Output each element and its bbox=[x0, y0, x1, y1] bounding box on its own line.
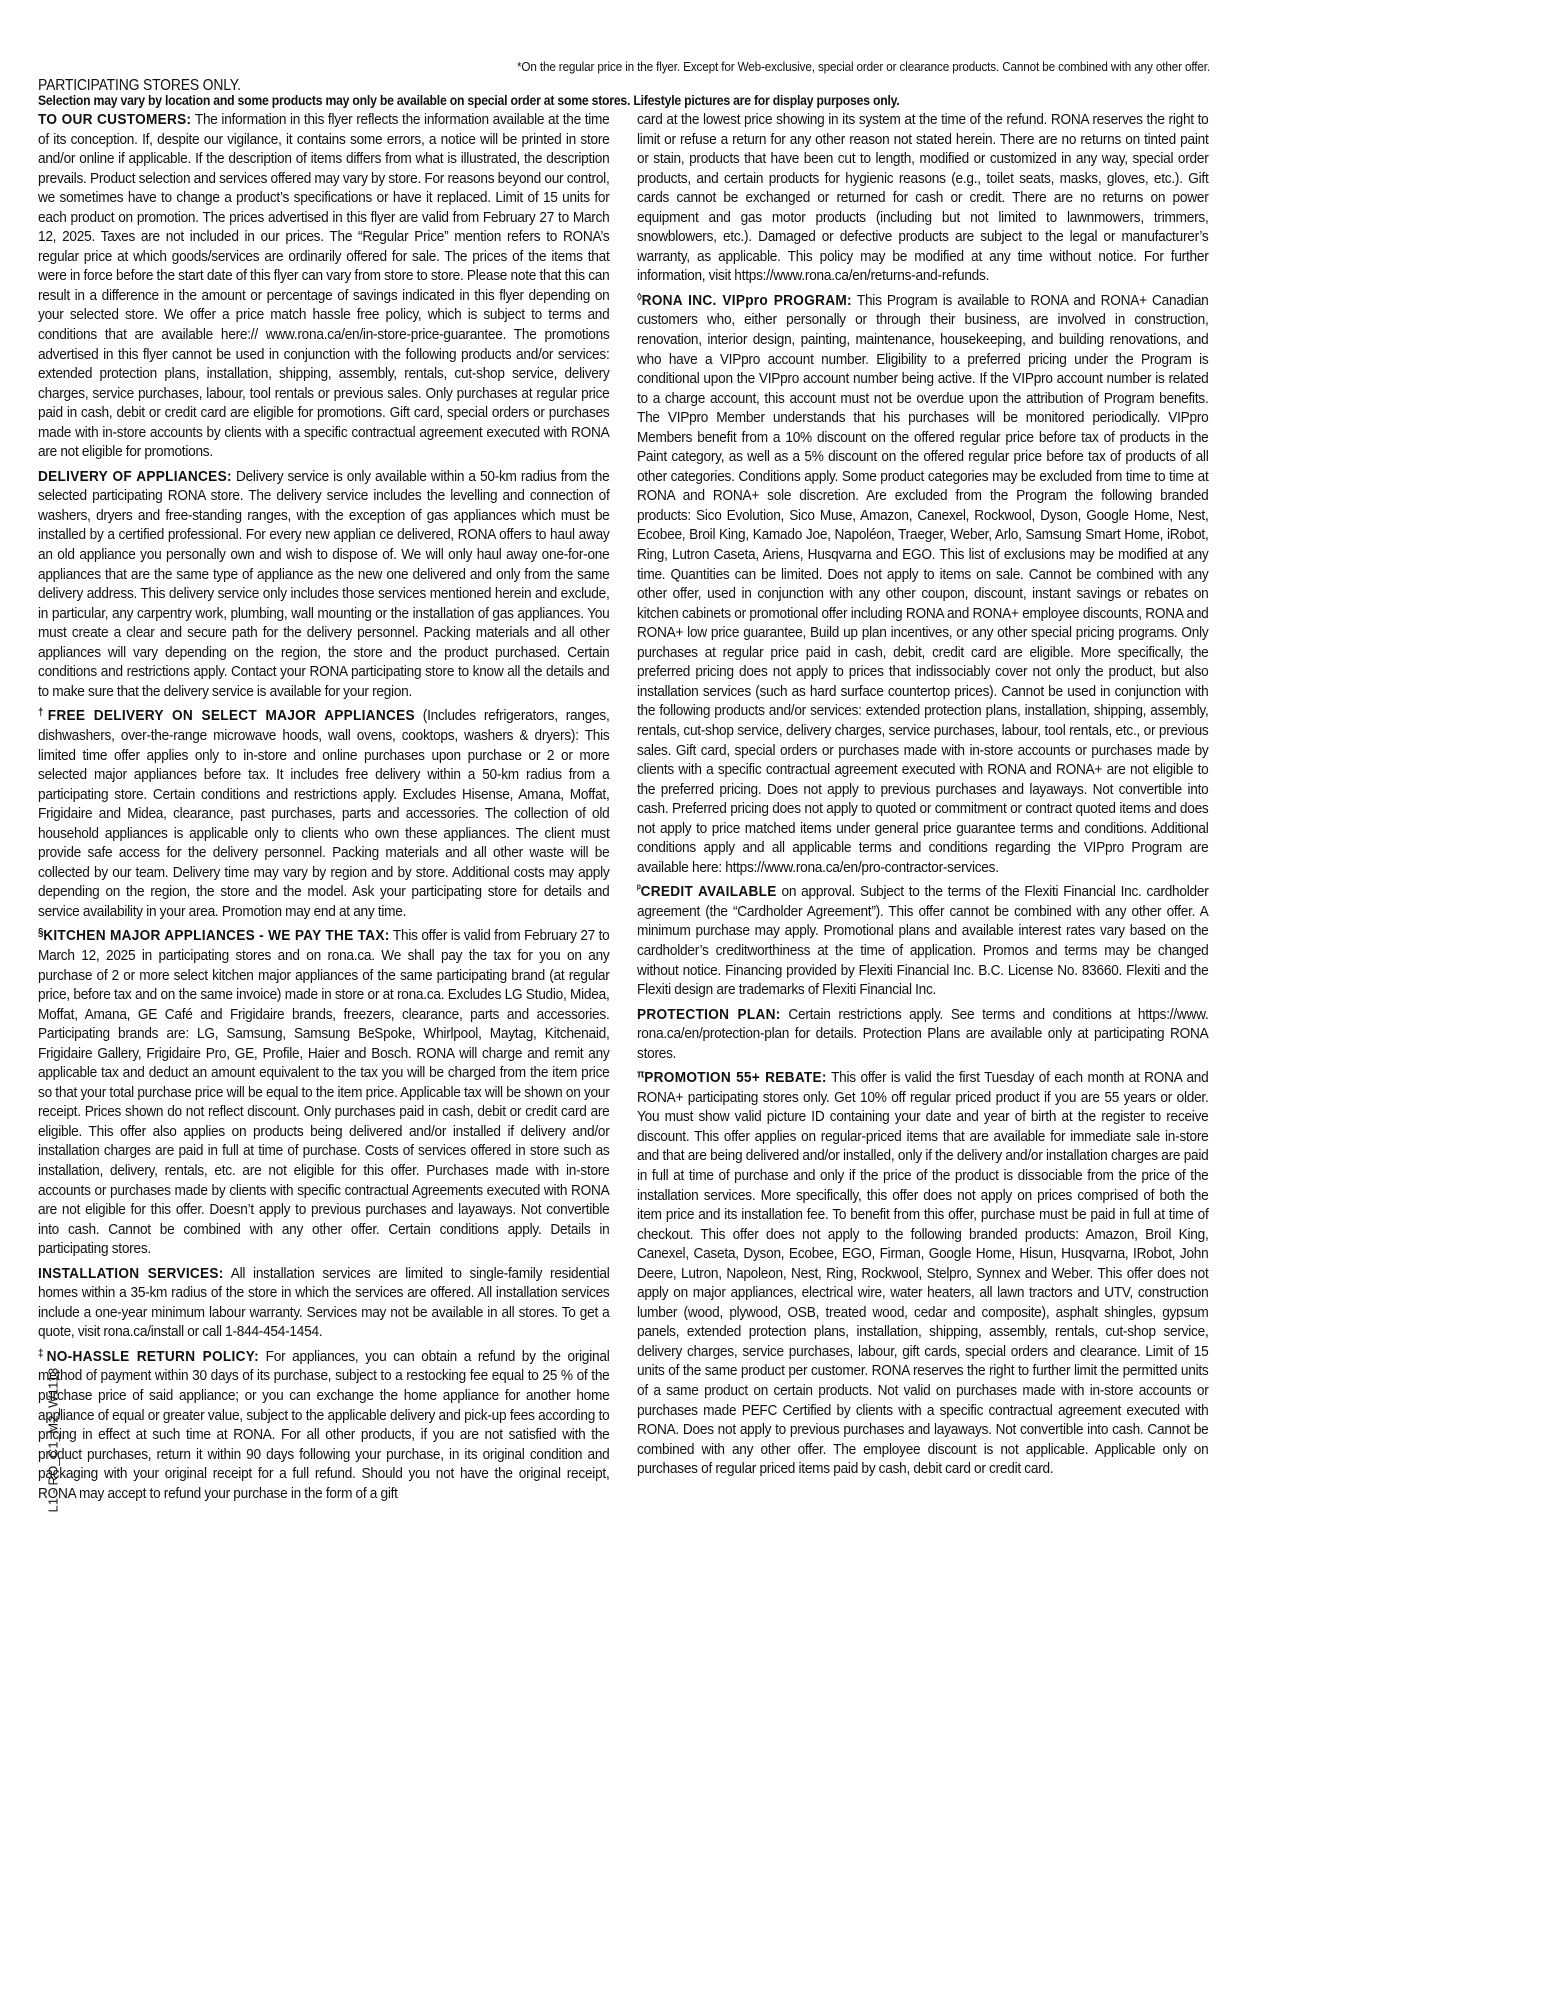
section-body: card at the lowest price showing in its system at the time of the refund. RONA reserves the right to limit or refuse a return for any other reason not stated herein. There are no returns on tinted paint or stain, products that have been cut to length, modified or customized in any way, special order products, and certain products for hygienic reasons (e.g., toilet seats, masks, gloves, etc.). Gift cards cannot be exchanged or returned for cash or credit. There are no returns on power equipment and gas motor products (including but not limited to lawnmowers, trimmers, snowblowers, etc.). Damaged or defective products are subject to the legal or manufacturer’s warranty, as applicable. This policy may be modified at any time without notice. For further information, visit https://www.rona.ca/en/returns-and-refunds. bbox=[636, 111, 1209, 285]
section-marker: ‡ bbox=[38, 1347, 47, 1360]
left-column bbox=[38, 110, 610, 1503]
terms-section bbox=[38, 467, 610, 702]
section-body: All installation services are limited to single-family residential homes within a 35-km radius of the store in which the services are offered. All installation services include a one-year minimum labour warranty. Services may not be available in all stores. To get a quote, visit rona.ca/install or call 1-844-454-1454. bbox=[38, 1264, 610, 1341]
right-column bbox=[637, 110, 1209, 1503]
terms-section bbox=[38, 110, 610, 462]
section-heading: INSTALLATION SERVICES: bbox=[38, 1264, 224, 1282]
participating-stores-heading: PARTICIPATING STORES ONLY. bbox=[38, 77, 241, 94]
terms-section bbox=[637, 1068, 1209, 1478]
section-heading: TO OUR CUSTOMERS: bbox=[38, 111, 192, 128]
section-heading: DELIVERY OF APPLIANCES: bbox=[38, 467, 232, 485]
section-heading: RONA INC. VIPpro PROGRAM: bbox=[641, 291, 852, 309]
section-body: For appliances, you can obtain a refund by the original method of payment within 30 days of its purchase, subject to a restocking fee equal to 25 % of the purchase price of said appliance; or you can exchange the home appliance for another home appliance of equal or greater value, subject to the applicable delivery and pick-up fees according to pricing in effect at such time at RONA. For all other products, if you are not satisfied with the product purchases, return it within 90 days following your purchase, in its original condition and packaging with your original receipt for a full refund. Should you not have the original receipt, RONA may accept to refund your purchase in the form of a gift bbox=[38, 1347, 610, 1502]
section-body: The information in this flyer reflects the information available at the time of its conception. If, despite our vigilance, it contains some errors, a notice will be printed in store and/or online if applicable. If the description of items differs from what is illustrated, the description prevails. Product selection and services offered may vary by store. For reasons beyond our control, we sometimes have to change a product’s specifications or have it replaced. Limit of 15 units for each product on promotion. The prices advertised in this flyer are valid from February 27 to March 12, 2025. Taxes are not included in our prices. The “Regular Price” mention refers to RONA’s regular price at which goods/services are ordinarily offered for sale. The prices of the items that were in force before the start date of this flyer can vary from store to store. Please note that this can result in a difference in the amount or percentage of savings indicated in this flyer depending on your selected store. We offer a price match hassle free policy, which is subject to terms and conditions that are available here:// www.rona.ca/en/in-store-price-guarantee. The promotions advertised in this flyer cannot be used in conjunction with the following products and/or services: extended protection plans, installation, shipping, assembly, rentals, cut-shop service, delivery charges, service purchases, labour, tool rentals or previous sales. Only purchases at regular price paid in cash, debit or credit card are eligible for promotions. Gift card, special orders or purchases made with in-store accounts by clients with a specific contractual agreement executed with RONA are not eligible for promotions. bbox=[38, 111, 610, 461]
section-heading: PROMOTION 55+ REBATE: bbox=[643, 1069, 827, 1087]
section-heading: FREE DELIVERY ON SELECT MAJOR APPLIANCES bbox=[47, 707, 415, 725]
section-body: This offer is valid the first Tuesday of each month at RONA and RONA+ participating stores only. Get 10% off regular priced product if you are 55 years or older. You must show valid picture ID containing your date and year of birth at the register to receive discount. This offer applies on regular-priced items that are available for immediate sale in-store and that are being delivered and/or installed, only if the delivery and/or installation charges are paid in full at time of purchase and only if the price of the product is dissociable from the price of the installation services. More specifically, this offer does not apply on prices comprised of both the item price and its installation fee. To benefit from this offer, purchase must be paid in full at time of checkout. This offer does not apply to the following branded products: Amazon, Broil King, Canexel, Caseta, Dyson, Ecobee, EGO, Firman, Google Home, Hisun, Husqvarna, IRobot, John Deere, Lutron, Napoleon, Nest, Ring, Rockwool, Stelpro, Synnex and Weber. This offer does not apply on major appliances, electrical wire, water heaters, all lawn tractors and UTV, construction lumber (wood, plywood, OSB, treated wood, cedar and composite), asphalt shingles, gypsum panels, extended protection plans, installation, shipping, assembly, rentals, cut-shop service, delivery charges, service purchases, labour, gift cards, special orders and clearance. Limit of 15 units of the same product per customer. RONA reserves the right to further limit the permitted units of a same product on certain products. Not valid on purchases made with in-store accounts or purchases made PEFC Certified by clients with a specific contractual agreement executed with RONA. Does not apply to previous purchases and layaways. Not convertible into cash. Cannot be combined with any other offer. The employee discount is not applicable. Applicable only on purchases of regular priced items paid by cash, debit card or credit card. bbox=[636, 1069, 1209, 1478]
section-marker: π bbox=[636, 1068, 644, 1081]
section-heading: PROTECTION PLAN: bbox=[636, 1005, 781, 1023]
section-body: (Includes refrigerators, ranges, dishwashers, over-the-range microwave hoods, wall ovens, cooktops, washers & dryers): This limited time offer applies only to in-store and online purchases upon purchase or 2 or more selected major appliances before tax. It includes free delivery within a 50-km radius from a participating store. Certain conditions and restrictions apply. Excludes Hisense, Amana, Moffat, Frigidaire and Midea, clearance, past purchases, parts and accessories. The collection of old household appliances is applicable only to clients who own these appliances. The client must provide safe access for the delivery personnel. Packing materials and all other waste will be collected by our team. Delivery time may vary by region and by store. Additional costs may apply depending on the region, the store and the model. Ask your participating store for details and service availability in your area. Promotion may end at any time. bbox=[38, 707, 610, 920]
terms-section bbox=[38, 706, 610, 921]
section-marker: § bbox=[38, 926, 44, 939]
section-body: This offer is valid from February 27 to March 12, 2025 in participating stores and on rona.ca. We shall pay the tax for you on any purchase of 2 or more select kitchen major appliances of the same participating brand (at regular price, before tax and on the same invoice) made in store or at rona.ca. Excludes LG Studio, Midea, Moffat, Amana, GE Café and Frigidaire brands, freezers, clearance, parts and accessories. Participating brands are: LG, Samsung, Samsung BeSpoke, Whirlpool, Maytag, Kitchenaid, Frigidaire Gallery, Frigidaire Pro, GE, Profile, Haier and Bosch. RONA will charge and remit any applicable tax and deduct an amount equivalent to the tax you will be charged from the item price so that your total purchase price will be equal to the item price. Applicable tax will be shown on your receipt. Prices shown do not reflect discount. Only purchases paid in cash, debit or credit card are eligible. This offer also applies on products being delivered and/or installed if delivery and/or installation charges are paid in full at time of purchase. Costs of services offered in store such as installation, delivery, rentals, etc. are not eligible for this offer. Purchases made with in-store accounts or purchases made by clients with specific contractual Agreements executed with RONA are not eligible for this offer. Doesn’t apply to previous purchases and layaways. Not convertible into cash. Cannot be combined with any other offer. Certain conditions apply. Details in participating stores. bbox=[38, 927, 610, 1258]
section-marker: ᵖ bbox=[636, 882, 641, 895]
top-asterisk-note: *On the regular price in the flyer. Except for Web-exclusive, special order or clearance products. Cannot be combined with any other offer. bbox=[516, 60, 1210, 74]
side-code-label: L1 - RO_C1_M2_W1113 bbox=[45, 1367, 61, 1513]
section-body: This Program is available to RONA and RONA+ Canadian customers who, either personally or through their business, are involved in construction, renovation, interior design, painting, maintenance, housekeeping, and building renovations, and who have a VIPpro account number. Eligibility to a preferred pricing under the Program is conditional upon the VIPpro account number being active. If the VIPpro account number is related to a charge account, this account must not be overdue upon the attribution of Program benefits. The VIPpro Member understands that his purchases will be monitored periodically. VIPpro Members benefit from a 10% discount on the offered regular price before tax of products in the Paint category, as well as a 5% discount on the offered regular price before tax of products of all other categories. Conditions apply. Some product categories may be excluded from time to time at RONA and RONA+ sole discretion. Are excluded from the Program the following branded products: Sico Evolution, Sico Muse, Amazon, Canexel, Rockwool, Dyson, Google Home, Nest, Ecobee, Broil King, Kamado Joe, Napoléon, Traeger, Weber, Arlo, Samsung Smart Home, iRobot, Ring, Lutron Caseta, Ariens, Husqvarna and EGO. This list of exclusions may be modified at any time. Quantities can be limited. Does not apply to items on sale. Cannot be combined with any other offer, used in conjunction with any other coupon, discount, instant savings or rebates on kitchen cabinets or promotional offer including RONA and RONA+ employee discounts, RONA and RONA+ low price guarantee, Build up plan incentives, or any other special pricing programs. Only purchases at regular price paid in cash, debit, credit card are eligible. More specifically, the preferred pricing does not apply to prices that indissociably cover not only the product, but also installation services (such as hard surface countertop prices). Cannot be used in conjunction with the following products and/or services: extended protection plans, installation, shipping, assembly, rentals, cut-shop service, delivery charges, service purchases, labour, tool rentals, etc., or previous sales. Gift card, special orders or purchases made with in-store accounts or purchases made by clients with a specific contractual agreement executed with RONA and RONA+ are not eligible to the preferred pricing. Does not apply to previous purchases and layaways. Not convertible into cash. Preferred pricing does not apply to quoted or commitment or contract quoted items and does not apply to price matched items under general price guarantee terms and conditions. Additional conditions apply and all applicable terms and conditions regarding the VIPpro Program are available here: https://www.rona.ca/en/pro-contractor-services. bbox=[636, 291, 1209, 876]
terms-section bbox=[637, 882, 1209, 999]
section-body: on approval. Subject to the terms of the Flexiti Financial Inc. cardholder agreement (the “Cardholder Agreement”). This offer cannot be combined with any other offer. A minimum purchase may apply. Promotional plans and available interest rates vary based on the cardholder’s creditworthiness at the time of application. Promos and terms may be changed without notice. Financing provided by Flexiti Financial Inc. B.C. License No. 83660. Flexiti and the Flexiti design are trademarks of Flexiti Financial Inc. bbox=[636, 883, 1209, 999]
terms-section bbox=[38, 926, 610, 1258]
terms-section bbox=[38, 1264, 610, 1342]
terms-section bbox=[38, 1347, 610, 1503]
section-marker: † bbox=[38, 706, 48, 719]
terms-section bbox=[637, 291, 1209, 877]
terms-columns bbox=[38, 110, 1208, 1503]
terms-section bbox=[637, 1005, 1209, 1064]
section-marker: ◊ bbox=[636, 291, 642, 304]
selection-note: Selection may vary by location and some products may only be available on special order at some stores. Lifestyle pictures are for display purposes only. bbox=[38, 93, 900, 108]
section-heading: KITCHEN MAJOR APPLIANCES - WE PAY THE TAX: bbox=[43, 927, 390, 945]
section-heading: NO-HASSLE RETURN POLICY: bbox=[46, 1347, 259, 1365]
terms-section bbox=[637, 110, 1209, 286]
section-heading: CREDIT AVAILABLE bbox=[640, 883, 777, 901]
section-body: Certain restrictions apply. See terms and conditions at https://www. rona.ca/en/protection-plan for details. Protection Plans are available only at participating RONA stores. bbox=[636, 1005, 1209, 1062]
section-body: Delivery service is only available within a 50-km radius from the selected participating RONA store. The delivery service includes the levelling and connection of washers, dryers and free-standing ranges, with the exception of gas appliances which must be installed by a certified professional. For every new applian ce delivered, RONA offers to haul away an old appliance you personally own and wish to dispose of. We will only haul away one-for-one appliances that are the same type of appliance as the new one delivered and only from the same delivery address. This delivery service only includes those services mentioned herein and exclude, in particular, any carpentry work, plumbing, wall mounting or the installation of gas appliances. You must create a clear and secure path for the delivery personnel. Packing materials and all other appliances will vary depending on the region, the store and the product purchased. Certain conditions and restrictions apply. Contact your RONA participating store to know all the details and to make sure that the delivery service is available for your region. bbox=[38, 467, 610, 700]
